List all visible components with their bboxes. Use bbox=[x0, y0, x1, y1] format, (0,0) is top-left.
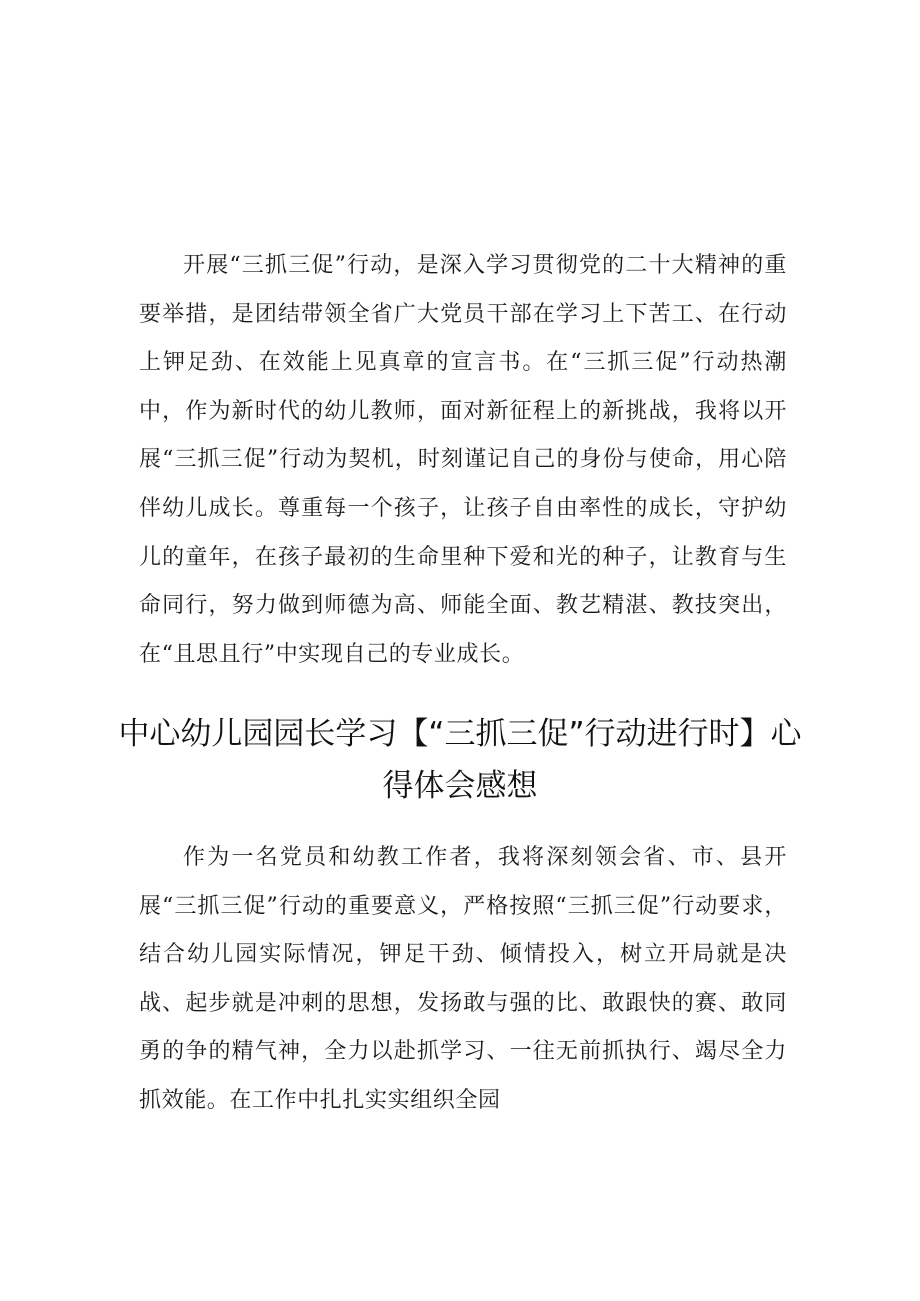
body-paragraph-2: 作为一名党员和幼教工作者，我将深刻领会省、市、县开展“三抓三促”行动的重要意义，严格按照“三抓三促”行动要求，结合幼儿园实际情况，钾足干劲、倾情投入，树立开局就是决战、起步就是冲刺的思想，发扬敢与强的比、敢跟快的赛、敢同勇的争的精气神，全力以赴抓学习、一往无前抓执行、竭尽全力抓效能。在工作中扎扎实实组织全园 bbox=[139, 845, 787, 1113]
section-heading: 中心幼儿园园长学习【“三抓三促”行动进行时】心得体会感想 bbox=[118, 716, 802, 804]
body-paragraph-1: 开展“三抓三促”行动，是深入学习贯彻党的二十大精神的重要举措，是团结带领全省广大党员干部在学习上下苦工、在行动上钾足劲、在效能上见真章的宣言书。在“三抓三促”行动热潮中，作为新时代的幼儿教师，面对新征程上的新挑战，我将以开展“三抓三促”行动为契机，时刻谨记自己的身份与使命，用心陪伴幼儿成长。尊重每一个孩子，让孩子自由率性的成长，守护幼儿的童年，在孩子最初的生命里种下爱和光的种子，让教育与生命同行，努力做到师德为高、师能全面、教艺精湛、教技突出，在“且思且行”中实现自己的专业成长。 bbox=[139, 253, 787, 667]
